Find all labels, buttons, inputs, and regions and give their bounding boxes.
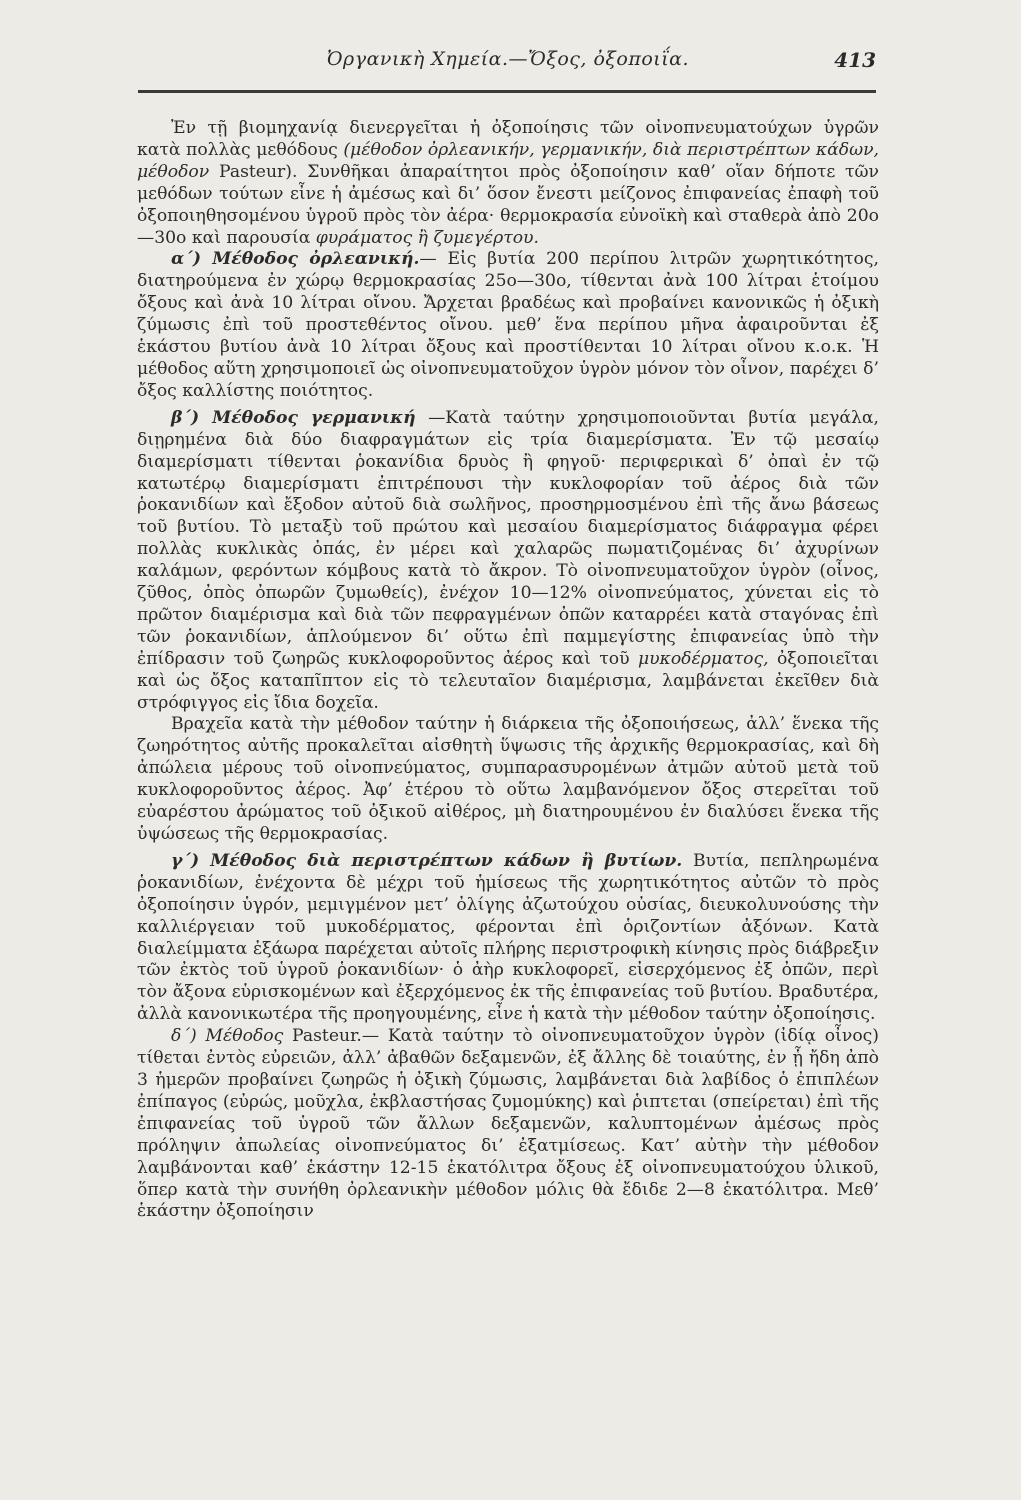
method-d-paragraph	[137, 1026, 879, 1223]
method-a-heading: α΄) Μέθοδος ὀρλεανική.	[171, 249, 420, 270]
method-b-heading: β΄) Μέθοδος γερμανική	[171, 407, 416, 428]
body-text	[137, 118, 879, 1223]
method-b-text-1: —Κατὰ ταύτην χρησιμοποιοῦνται βυτία μεγάλα, διῃρημένα διὰ δύο διαφραγμάτων εἰς τρία διαμερίσματα. Ἐν τῷ μεσαίῳ διαμερίσματι τίθενται ῥοκανίδια δρυὸς ἢ φηγοῦ· περιφερικαὶ δ’ ὀπαὶ ἐν τῷ κατωτέρῳ διαμερίσματι ἐπιτρέπουσι τὴν κυκλοφορίαν τοῦ ἀέρος διὰ τῶν ῥοκανιδίων καὶ ἔξοδον αὐτοῦ διὰ σωλῆνος, προσηρμοσμένου ἐπὶ τῆς ἄνω βάσεως τοῦ βυτίου. Τὸ μεταξὺ τοῦ πρώτου καὶ μεσαίου διαμερίσματος διάφραγμα φέρει πολλὰς κυκλικὰς ὀπάς, ἐν μέρει καὶ χαλαρῶς πωματιζομένας δι’ ἀχυρίνων καλάμων, φερόντων κόμβους κατὰ τὸ ἄκρον. Τὸ οἰνοπνευματοῦχον ὑγρὸν (οἶνος, ζῦθος, ὀπὸς ὀπωρῶν ζυμωθείς), ἐνέχον 10—12% οἰνοπνεύματος, χύνεται εἰς τὸ πρῶτον διαμέρισμα καὶ διὰ τῶν πεφραγμένων ὀπῶν καταρρέει κατὰ σταγόνας ἐπὶ τῶν ῥοκανιδίων, ἁπλούμενον δι’ οὕτω ἐπὶ παμμεγίστης ἐπιφανείας ὑπὸ τὴν ἐπίδρασιν τοῦ ζωηρῶς κυκλοφοροῦντος ἀέρος καὶ τοῦ	[137, 407, 879, 669]
method-a-text: — Εἰς βυτία 200 περίπου λιτρῶν χωρητικότητος, διατηρούμενα ἐν χώρῳ θερμοκρασίας 25ο—30ο, τίθενται ἀνὰ 100 λίτραι ἑτοίμου ὄξους καὶ ἀνὰ 10 λίτραι οἴνου. Ἄρχεται βραδέως καὶ προβαίνει κανονικῶς ἡ ὀξικὴ ζύμωσις ἐπὶ τοῦ προστεθέντος οἴνου. μεθ’ ἕνα περίπου μῆνα ἀφαιροῦνται ἐξ ἑκάστου βυτίου ἀνὰ 10 λίτραι ὄξους καὶ προστίθενται 10 λίτραι οἴνου κ.ο.κ. Ἡ μέθοδος αὕτη χρησιμοποιεῖ ὡς οἰνοπνευματοῦχον ὑγρὸν μόνον τὸν οἶνον, παρέχει δ’ ὄξος καλλίστης ποιότητος.	[137, 249, 879, 401]
intro-pasteur: Pasteur).	[219, 161, 298, 182]
method-a-paragraph	[137, 249, 879, 402]
intro-conditions: Συνθῆκαι ἀπαραίτητοι πρὸς ὀξοποίησιν καθ’ οἵαν δήποτε τῶν μεθόδων τούτων εἶνε ἡ ἀμέσως καὶ δι’ ὅσον ἔνεστι μείζονος ἐπιφανείας ἐπαφὴ τοῦ ὀξοποιηθησομένου ὑγροῦ πρὸς τὸν ἀέρα· θερμοκρασία εὐνοϊκὴ καὶ σταθερὰ ἀπὸ 20ο—30ο καὶ παρουσία	[137, 161, 879, 248]
header-rule	[138, 90, 876, 93]
method-b-text-2: ὀξοποιεῖται καὶ ὡς ὄξος καταπῖπτον εἰς τὸ τελευταῖον διαμέρισμα, λαμβάνεται ἐκεῖθεν διὰ στρόφιγγος εἰς ἴδια δοχεῖα.	[137, 648, 879, 713]
method-d-text: — Κατὰ ταύτην τὸ οἰνοπνευματοῦχον ὑγρὸν (ἰδίᾳ οἶνος) τίθεται ἐντὸς εὐρειῶν, ἀλλ’ ἀβαθῶν δεξαμενῶν, ἐξ ἄλλης δὲ τοιαύτης, ἐν ᾗ ἤδη ἀπὸ 3 ἡμερῶν προβαίνει ζωηρῶς ἡ ὀξικὴ ζύμωσις, λαμβάνεται διὰ λαβίδος ὁ ἐπιπλέων ἐπίπαγος (εὐρώς, μοῦχλα, ἐκβλαστήσας ζυμομύκης) καὶ ῥιπτεται (σπείρεται) ἐπὶ τῆς ἐπιφανείας τοῦ ὑγροῦ τῶν ἄλλων δεξαμενῶν, καλυπτομένων ἀμέσως πρὸς πρόληψιν ἀπωλείας οἰνοπνεύματος δι’ ἐξατμίσεως. Κατ’ αὐτὴν τὴν μέθοδον λαμβάνονται καθ’ ἑκάστην 12-15 ἑκατόλιτρα ὄξους ἐξ οἰνοπνευματούχου ὑλικοῦ, ὅπερ κατὰ τὴν συνήθη ὀρλεανικὴν μέθοδον μόλις θὰ ἔδιδε 2—8 ἑκατόλιτρα. Μεθ’ ἑκάστην ὀξοποίησιν	[137, 1026, 880, 1222]
page-number: 413	[834, 48, 876, 72]
intro-text: Ἐν τῇ βιομηχανίᾳ διενεργεῖται ἡ ὀξοποίησις τῶν οἰνοπνευματούχων ὑγρῶν κατὰ πολλὰς μεθόδους	[137, 118, 879, 160]
method-c-heading: γ΄) Μέθοδος διὰ περιστρέπτων κάδων ἢ βυτίων.	[171, 850, 683, 871]
method-d-heading-name: Pasteur.	[283, 1026, 362, 1047]
method-b-italic: μυκοδέρματος,	[637, 648, 769, 669]
intro-methods-list: (μέθοδον ὀρλεανικήν, γερμανικήν, διὰ περιστρέπτων κάδων, μέθοδον	[137, 139, 879, 182]
method-b-paragraph-2: Βραχεῖα κατὰ τὴν μέθοδον ταύτην ἡ διάρκεια τῆς ὀξοποιήσεως, ἀλλ’ ἕνεκα τῆς ζωηρότητος αὐτῆς προκαλεῖται αἰσθητὴ ὕψωσις τῆς ἀρχικῆς θερμοκρασίας, καὶ δὴ ἀπώλεια μέρους τοῦ οἰνοπνεύματος, συμπαρασυρομένων ἀτμῶν αὐτοῦ μετὰ τοῦ κυκλοφοροῦντος ἀέρος. Ἀφ’ ἑτέρου τὸ οὕτω λαμβανόμενον ὄξος στερεῖται τοῦ εὐαρέστου ἀρώματος τοῦ ὀξικοῦ αἰθέρος, μὴ διατηρουμένου ἐν διαλύσει ἕνεκα τῆς ὑψώσεως τῆς θερμοκρασίας.	[137, 714, 879, 844]
intro-paragraph	[137, 118, 879, 249]
method-b-paragraph	[137, 408, 879, 715]
header-title: Ὀργανικὴ Χημεία.—Ὄξος, ὀξοποιΐα.	[326, 48, 690, 70]
method-d-heading: δ΄) Μέθοδος	[171, 1026, 284, 1047]
running-header	[138, 48, 878, 82]
intro-italic-end: φυράματος ἢ ζυμεγέρτου.	[315, 227, 539, 248]
method-c-paragraph	[137, 851, 879, 1026]
method-c-text: Βυτία, πεπληρωμένα ῥοκανιδίων, ἐνέχοντα δὲ μέχρι τοῦ ἡμίσεως τῆς χωρητικότητος αὐτῶν τὸ πρὸς ὀξοποίησιν ὑγρόν, μεμιγμένον μετ’ ὀλίγης ἀζωτούχου οὐσίας, διευκολυνούσης τὴν καλλιέργειαν τοῦ μυκοδέρματος, φέρονται ἐπὶ ὁριζοντίων ἀξόνων. Κατὰ διαλείμματα ἐξάωρα παρέχεται αὐτοῖς πλήρης περιστροφικὴ κίνησις πρὸς διάβρεξιν τῶν ἐκτὸς τοῦ ὑγροῦ ῥοκανιδίων· ὁ ἀὴρ κυκλοφορεῖ, εἰσερχόμενος ἐξ ὀπῶν, περὶ τὸν ἄξονα εὑρισκομένων καὶ ἐξερχόμενος ἐκ τῆς ἐπιφανείας τοῦ βυτίου. Βραδυτέρα, ἀλλὰ κανονικωτέρα τῆς προηγουμένης, εἶνε ἡ κατὰ τὴν μέθοδον ταύτην ὀξοποίησις.	[137, 850, 880, 1025]
